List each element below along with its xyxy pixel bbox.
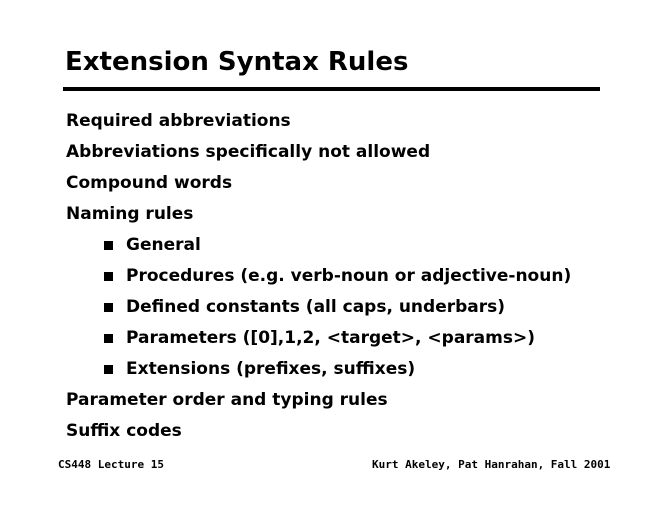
square-bullet-icon <box>104 241 113 250</box>
sub-list-item-text: Procedures (e.g. verb-noun or adjective-noun) <box>126 266 572 286</box>
sub-list-item <box>0 292 571 323</box>
sub-list-item-text: Defined constants (all caps, underbars) <box>126 297 506 317</box>
list-item <box>0 416 571 447</box>
title-underline <box>63 87 600 91</box>
sub-list-item <box>0 323 571 354</box>
sub-list-item <box>0 261 571 292</box>
square-bullet-icon <box>104 272 113 281</box>
sub-list-item <box>0 354 571 385</box>
footer-authors: Kurt Akeley, Pat Hanrahan, Fall 2001 <box>372 458 611 471</box>
list-item-text: Abbreviations specifically not allowed <box>66 142 431 162</box>
list-item-text: Compound words <box>66 173 233 193</box>
sub-list-item <box>0 230 571 261</box>
square-bullet-icon <box>104 334 113 343</box>
sub-list-item-text: Parameters ([0],1,2, <target>, <params>) <box>126 328 535 348</box>
square-bullet-icon <box>104 365 113 374</box>
slide-title: Extension Syntax Rules <box>65 47 409 77</box>
list-item-text: Required abbreviations <box>66 111 291 131</box>
list-item <box>0 385 571 416</box>
list-item <box>0 106 571 137</box>
square-bullet-icon <box>104 303 113 312</box>
list-item <box>0 168 571 199</box>
list-item <box>0 137 571 168</box>
list-item-text: Naming rules <box>66 204 194 224</box>
footer-course: CS448 Lecture 15 <box>58 458 164 471</box>
bullet-list <box>0 106 571 447</box>
list-item-text: Parameter order and typing rules <box>66 390 388 410</box>
sub-list-item-text: General <box>126 235 201 255</box>
list-item-text: Suffix codes <box>66 421 182 441</box>
sub-list-item-text: Extensions (prefixes, suffixes) <box>126 359 416 379</box>
list-item <box>0 199 571 230</box>
